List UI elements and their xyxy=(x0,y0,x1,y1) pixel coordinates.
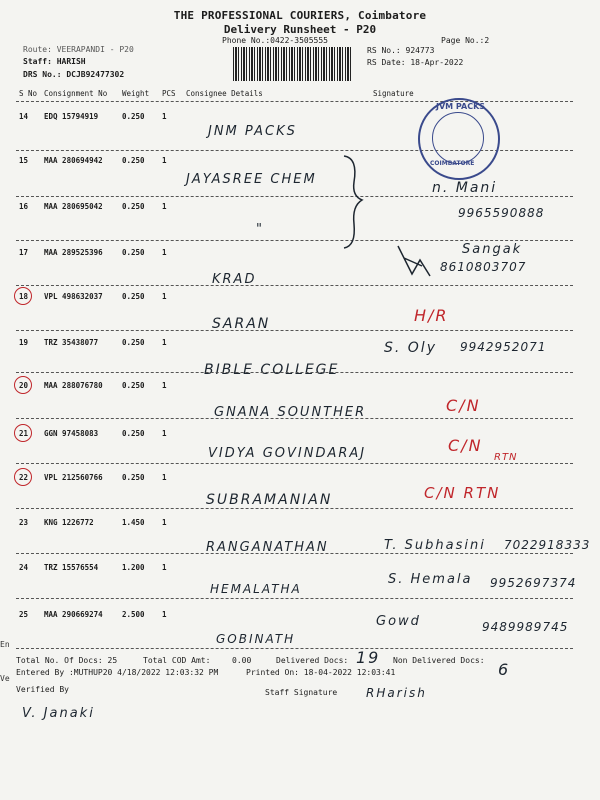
row-divider xyxy=(16,240,573,241)
row-signature: C/N xyxy=(446,396,481,415)
row-divider xyxy=(16,285,573,286)
col-sno: S No xyxy=(19,89,38,98)
row-pcs: 1 xyxy=(162,112,167,121)
row-divider xyxy=(16,418,573,419)
phone-number: Phone No.:0422-3505555 xyxy=(222,36,328,45)
row-consignee: JAYASREE CHEM xyxy=(186,172,317,187)
row-sno: 18 xyxy=(19,292,29,301)
row-consignment-no: MAA 280694942 xyxy=(44,156,103,165)
row-weight: 0.250 xyxy=(122,112,145,121)
row-signature: T. Subhasini xyxy=(384,538,486,553)
row-signature: H/R xyxy=(414,306,449,325)
row-sno: 21 xyxy=(19,429,29,438)
footer-divider xyxy=(16,648,573,649)
rs-number: RS No.: 924773 xyxy=(367,46,435,55)
row-consignee: BIBLE COLLEGE xyxy=(204,362,340,378)
row-consignment-no: MAA 290669274 xyxy=(44,610,103,619)
col-pcs: PCS xyxy=(162,89,176,98)
row-sno: 15 xyxy=(19,156,29,165)
row-circle-mark xyxy=(14,468,32,486)
row-consignee: GNANA SOUNTHER xyxy=(214,405,367,420)
total-docs: Total No. Of Docs: 25 xyxy=(16,656,118,665)
printed-on: Printed On: 18-04-2022 12:03:41 xyxy=(246,668,396,677)
row-weight: 2.500 xyxy=(122,610,145,619)
row-consignee: RANGANATHAN xyxy=(206,540,329,555)
row-signature: C/N xyxy=(448,436,483,455)
row-signature-note: 9952697374 xyxy=(490,576,577,590)
stamp-bottom-text: COIMBATORE xyxy=(430,160,475,167)
margin-mark: Ve xyxy=(0,674,10,683)
row-divider xyxy=(16,463,573,464)
row-pcs: 1 xyxy=(162,156,167,165)
row-consignee: SARAN xyxy=(212,316,271,332)
row-sno: 14 xyxy=(19,112,29,121)
col-consignment: Consignment No xyxy=(44,89,108,98)
row-circle-mark xyxy=(14,424,32,442)
verified-by-label: Verified By xyxy=(16,685,69,694)
row-signature-note: RTN xyxy=(494,452,518,463)
row-consignee: GOBINATH xyxy=(216,632,296,646)
total-cod-label: Total COD Amt: xyxy=(143,656,211,665)
stamp-top-text: JVM PACKS xyxy=(436,102,486,111)
entered-by: Entered By :MUTHUP20 4/18/2022 12:03:32 PM xyxy=(16,668,219,677)
row-signature: C/N RTN xyxy=(424,484,501,502)
row-consignment-no: MAA 289525396 xyxy=(44,248,103,257)
row-consignment-no: MAA 288076780 xyxy=(44,381,103,390)
row-divider xyxy=(16,508,573,509)
row-pcs: 1 xyxy=(162,292,167,301)
signature-scribble xyxy=(394,240,434,280)
row-weight: 1.450 xyxy=(122,518,145,527)
delivered-count: 19 xyxy=(356,648,381,667)
row-consignment-no: TRZ 15576554 xyxy=(44,563,99,572)
barcode-image xyxy=(233,47,353,81)
row-sno: 23 xyxy=(19,518,29,527)
row-divider xyxy=(16,196,573,197)
col-weight: Weight xyxy=(122,89,150,98)
page-number: Page No.:2 xyxy=(441,36,490,45)
row-pcs: 1 xyxy=(162,610,167,619)
row-consignee: JNM PACKS xyxy=(208,124,297,139)
report-title: THE PROFESSIONAL COURIERS, Coimbatore xyxy=(173,9,427,22)
row-weight: 0.250 xyxy=(122,202,145,211)
row-consignee: HEMALATHA xyxy=(210,582,302,596)
row-weight: 0.250 xyxy=(122,473,145,482)
non-delivered-label: Non Delivered Docs: xyxy=(393,656,485,665)
row-weight: 0.250 xyxy=(122,248,145,257)
row-signature-note: 7022918333 xyxy=(504,538,591,552)
row-consignment-no: TRZ 35438077 xyxy=(44,338,99,347)
report-subtitle: Delivery Runsheet - P20 xyxy=(223,23,377,36)
margin-mark: En xyxy=(0,640,10,649)
col-consignee: Consignee Details xyxy=(186,89,263,98)
row-pcs: 1 xyxy=(162,381,167,390)
row-pcs: 1 xyxy=(162,473,167,482)
row-weight: 0.250 xyxy=(122,292,145,301)
row-circle-mark xyxy=(14,287,32,305)
row-pcs: 1 xyxy=(162,429,167,438)
bracket-mark xyxy=(340,152,370,252)
row-pcs: 1 xyxy=(162,248,167,257)
row-weight: 0.250 xyxy=(122,156,145,165)
row-consignment-no: EDQ 15794919 xyxy=(44,112,99,121)
row-signature: S. Oly xyxy=(384,340,437,356)
row-consignment-no: MAA 280695042 xyxy=(44,202,103,211)
row-consignee: KRAD xyxy=(212,272,257,287)
row-signature-note: 9965590888 xyxy=(458,206,545,220)
row-divider xyxy=(16,553,573,554)
row-sno: 24 xyxy=(19,563,29,572)
row-consignee: " xyxy=(256,222,264,237)
row-sno: 22 xyxy=(19,473,29,482)
row-signature-note: 8610803707 xyxy=(440,260,527,274)
row-consignment-no: GGN 97458083 xyxy=(44,429,99,438)
row-signature: n. Mani xyxy=(432,180,498,196)
row-sno: 20 xyxy=(19,381,29,390)
row-circle-mark xyxy=(14,376,32,394)
row-divider xyxy=(16,372,573,373)
row-sno: 17 xyxy=(19,248,29,257)
row-pcs: 1 xyxy=(162,563,167,572)
row-weight: 0.250 xyxy=(122,381,145,390)
total-cod-value: 0.00 xyxy=(232,656,252,665)
row-sno: 19 xyxy=(19,338,29,347)
row-weight: 0.250 xyxy=(122,429,145,438)
row-consignment-no: KNG 1226772 xyxy=(44,518,94,527)
staff-label: Staff: HARISH xyxy=(23,57,86,66)
col-signature: Signature xyxy=(373,89,414,98)
staff-signature-label: Staff Signature xyxy=(265,688,338,697)
header-divider xyxy=(16,101,573,102)
row-consignee: SUBRAMANIAN xyxy=(206,492,333,508)
rs-date: RS Date: 18-Apr-2022 xyxy=(367,58,464,67)
route-label: Route: VEERAPANDI - P20 xyxy=(23,45,134,54)
row-signature: Sangak xyxy=(462,242,523,257)
drs-number: DRS No.: DCJB92477302 xyxy=(23,70,125,79)
row-pcs: 1 xyxy=(162,518,167,527)
row-divider xyxy=(16,598,573,599)
row-signature: Gowd xyxy=(376,614,421,629)
staff-signature: RHarish xyxy=(366,686,427,700)
row-consignment-no: VPL 212560766 xyxy=(44,473,103,482)
row-signature-note: 9942952071 xyxy=(460,340,547,354)
row-weight: 1.200 xyxy=(122,563,145,572)
verifier-signature: V. Janaki xyxy=(22,706,95,721)
delivered-label: Delivered Docs: xyxy=(276,656,349,665)
non-delivered-count: 6 xyxy=(498,660,511,679)
row-divider xyxy=(16,330,573,331)
row-consignee: VIDYA GOVINDARAJ xyxy=(208,446,367,461)
row-weight: 0.250 xyxy=(122,338,145,347)
row-sno: 16 xyxy=(19,202,29,211)
row-sno: 25 xyxy=(19,610,29,619)
row-pcs: 1 xyxy=(162,338,167,347)
row-signature: S. Hemala xyxy=(388,572,473,587)
row-consignment-no: VPL 498632037 xyxy=(44,292,103,301)
row-pcs: 1 xyxy=(162,202,167,211)
row-signature-note: 9489989745 xyxy=(482,620,569,634)
stamp-inner-ring xyxy=(432,112,484,164)
